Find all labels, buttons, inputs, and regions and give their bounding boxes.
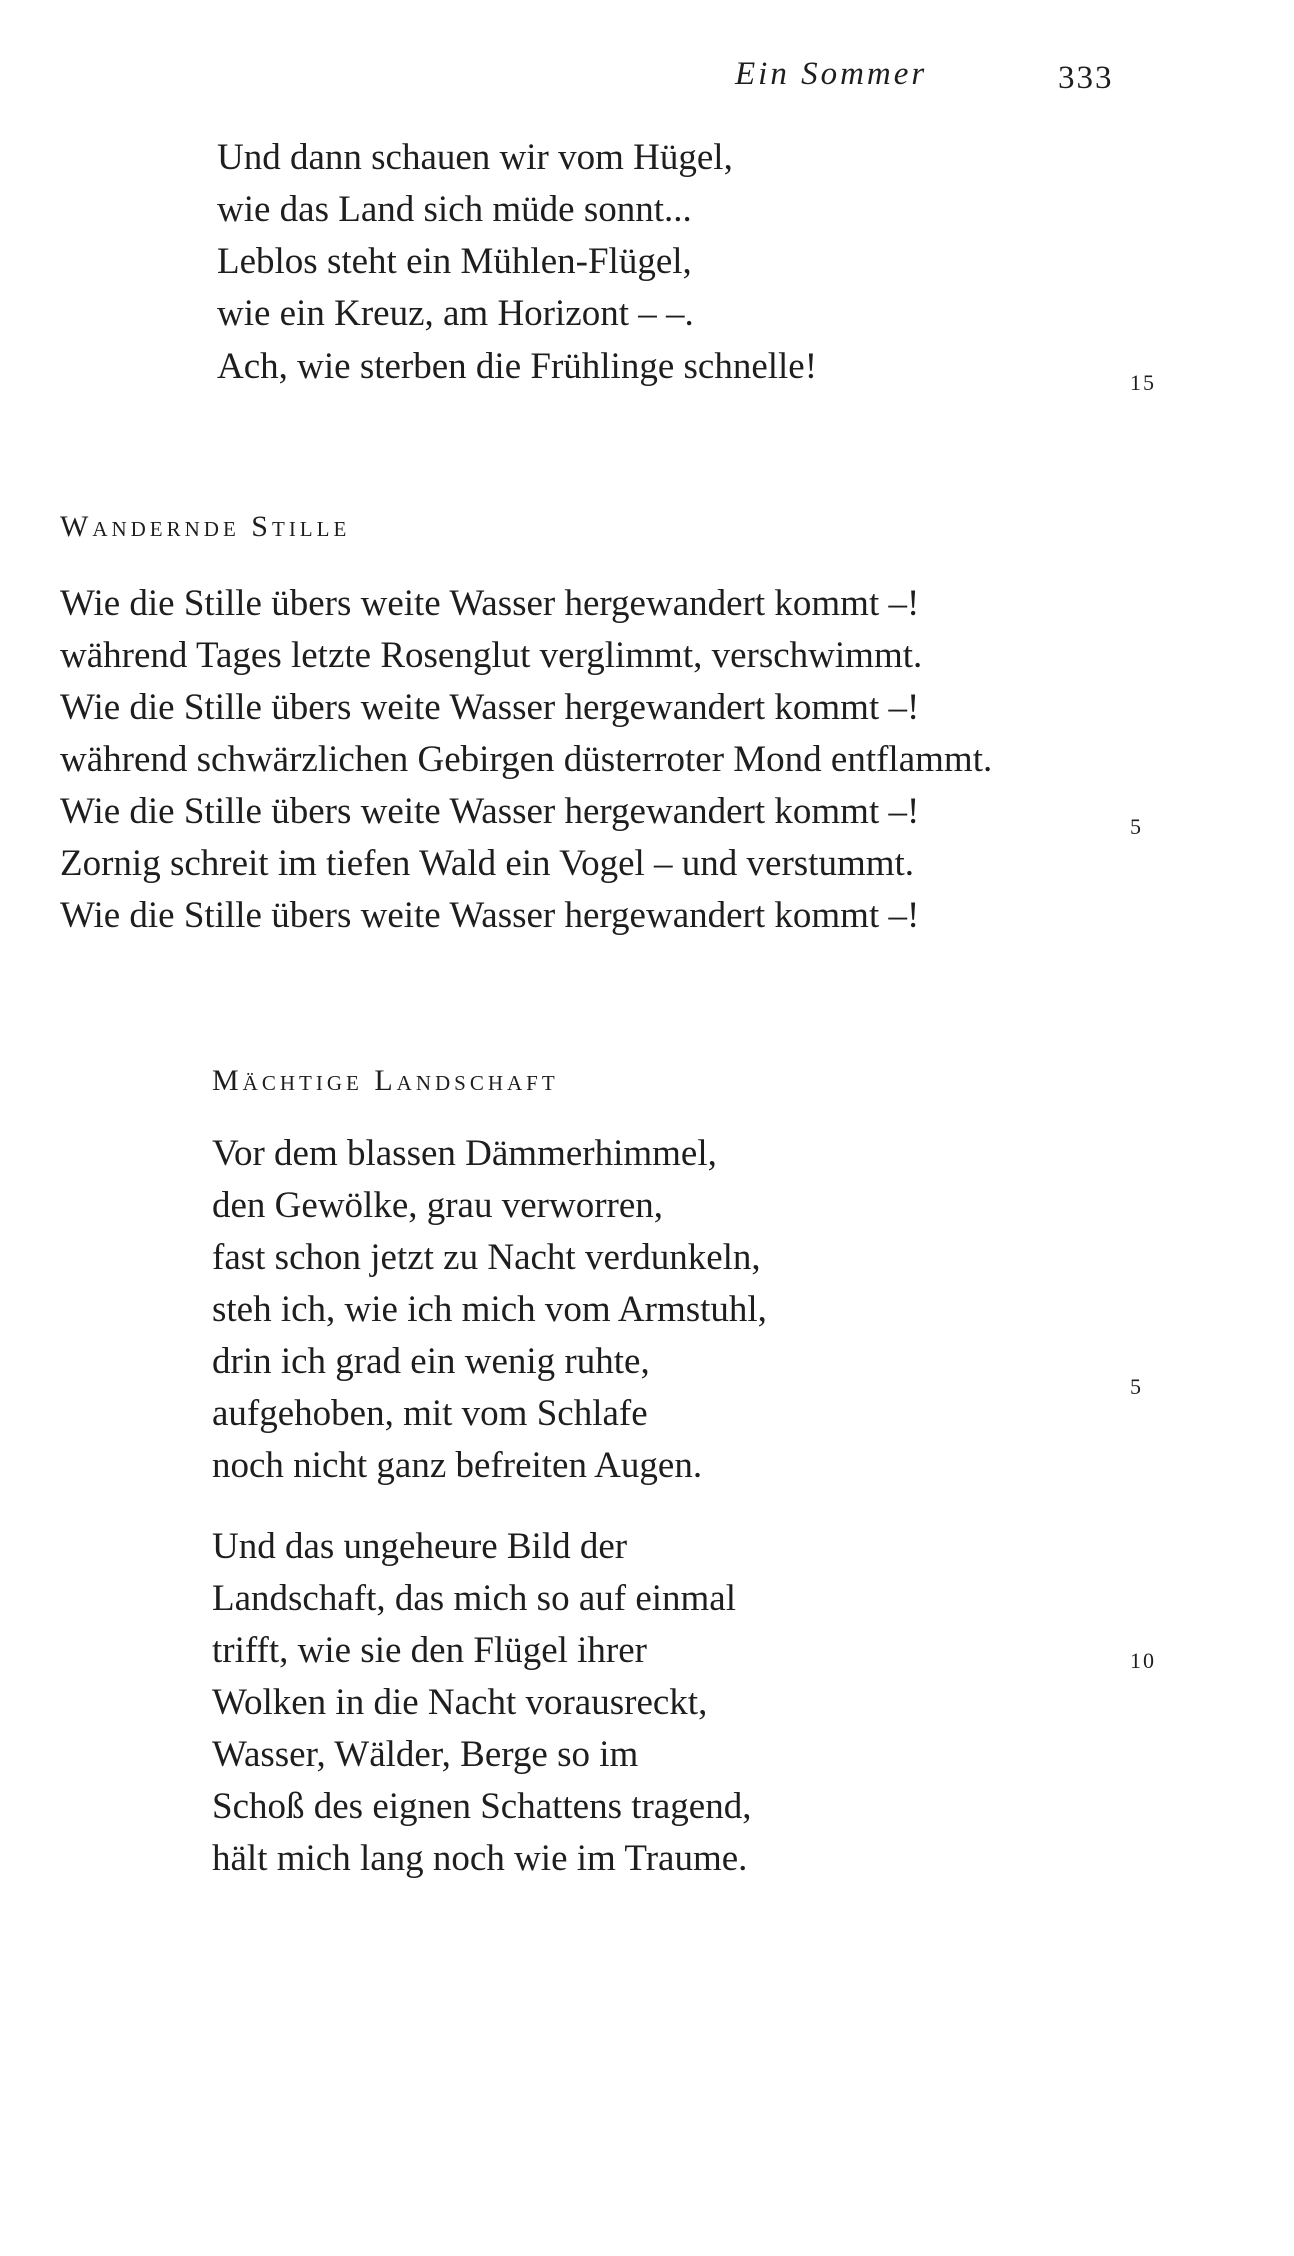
poem-line: Vor dem blassen Dämmerhimmel,: [212, 1133, 717, 1174]
poem-line: wie das Land sich müde sonnt...: [217, 189, 692, 230]
poem-line: Ach, wie sterben die Frühlinge schnelle!: [217, 346, 818, 387]
poem-line: während schwärzlichen Gebirgen düsterroter Mond entflammt.: [60, 739, 993, 780]
poem-line: drin ich grad ein wenig ruhte,: [212, 1341, 650, 1382]
page-number: 333: [1058, 60, 1114, 96]
poem-line: noch nicht ganz befreiten Augen.: [212, 1445, 703, 1486]
poem-line: Landschaft, das mich so auf einmal: [212, 1578, 736, 1619]
line-number: 10: [1130, 1648, 1156, 1673]
poem-line: Wie die Stille übers weite Wasser hergewandert kommt –!: [60, 687, 920, 728]
poem-line: trifft, wie sie den Flügel ihrer: [212, 1630, 647, 1671]
poem-line: Wie die Stille übers weite Wasser hergewandert kommt –!: [60, 583, 920, 624]
poem-line: steh ich, wie ich mich vom Armstuhl,: [212, 1289, 767, 1330]
poem-line: Wie die Stille übers weite Wasser hergewandert kommt –!: [60, 895, 920, 936]
poem-line: Leblos steht ein Mühlen-Flügel,: [217, 241, 692, 282]
poem-title: Wandernde Stille: [60, 510, 351, 543]
line-number: 15: [1130, 370, 1156, 395]
poem-line: Wolken in die Nacht vorausreckt,: [212, 1682, 708, 1723]
poem-line: Zornig schreit im tiefen Wald ein Vogel – und verstummt.: [60, 843, 915, 884]
poem-line: Und das ungeheure Bild der: [212, 1526, 628, 1567]
line-number: 5: [1130, 1374, 1143, 1399]
poem-line: Schoß des eignen Schattens tragend,: [212, 1786, 752, 1827]
poem-line: wie ein Kreuz, am Horizont – –.: [217, 293, 694, 334]
poem-line: während Tages letzte Rosenglut verglimmt, verschwimmt.: [60, 635, 923, 676]
poem-line: aufgehoben, mit vom Schlafe: [212, 1393, 648, 1434]
poem-line: hält mich lang noch wie im Traume.: [212, 1838, 748, 1879]
poem-line: fast schon jetzt zu Nacht verdunkeln,: [212, 1237, 761, 1278]
poem-line: Wasser, Wälder, Berge so im: [212, 1734, 639, 1775]
poem-title: Mächtige Landschaft: [212, 1064, 559, 1097]
poem-line: Wie die Stille übers weite Wasser hergewandert kommt –!: [60, 791, 920, 832]
line-number: 5: [1130, 814, 1143, 839]
poem-line: den Gewölke, grau verworren,: [212, 1185, 664, 1226]
running-title: Ein Sommer: [735, 56, 928, 92]
poem-line: Und dann schauen wir vom Hügel,: [217, 137, 733, 178]
